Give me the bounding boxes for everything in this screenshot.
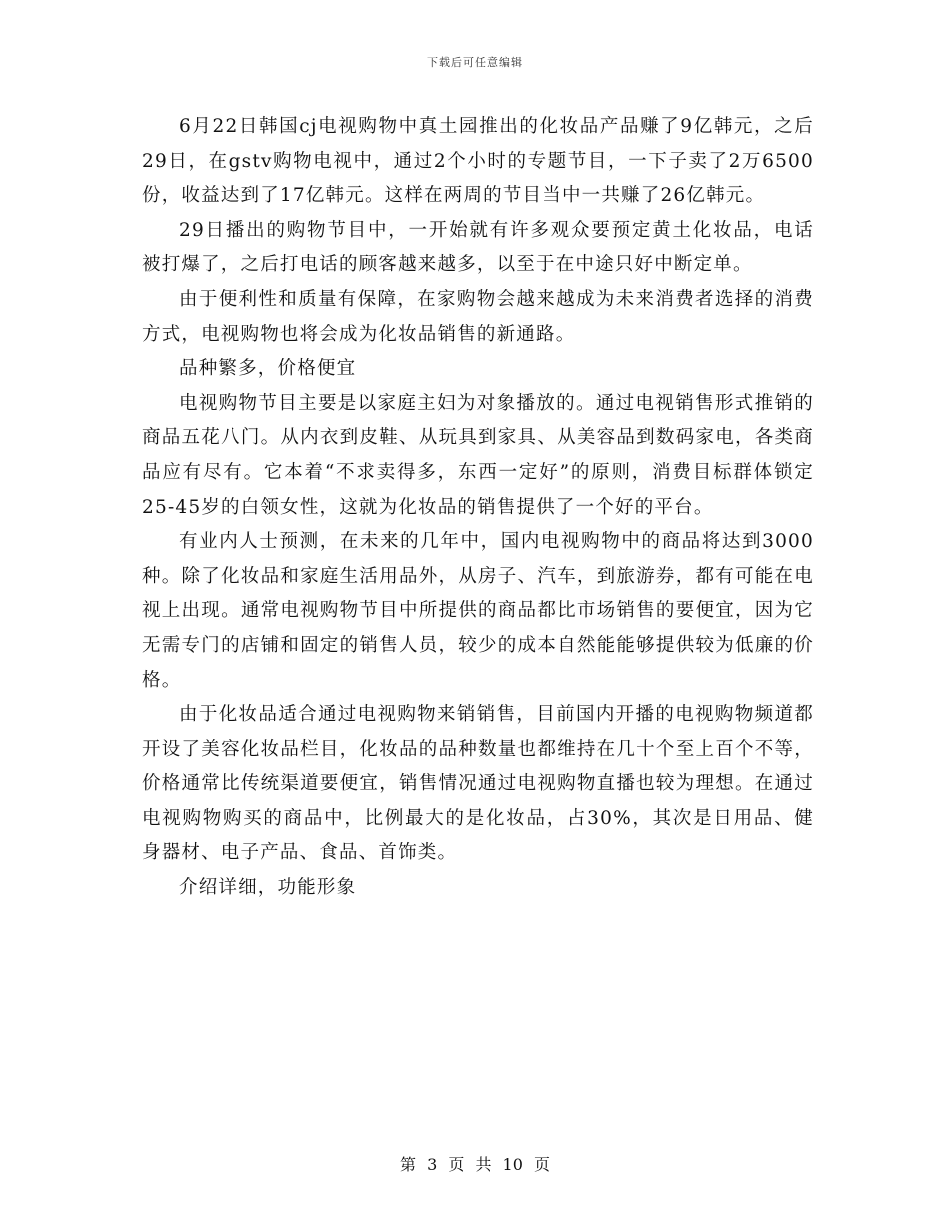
paragraph-5: 有业内人士预测，在未来的几年中，国内电视购物中的商品将达到3000种。除了化妆品和家庭生活用品外，从房子、汽车，到旅游券，都有可能在电视上出现。通常电视购物节目中所提供的商品都比市场销售的要便宜，因为它无需专门的店铺和固定的销售人员，较少的成本自然能能够提供较为低廉的价格。 [142,531,814,691]
page-header: 下载后可任意编辑 [427,56,523,69]
page-number-footer: 第 3 页 共 10 页 [400,1155,550,1174]
section-heading-detail-function: 介绍详细，功能形象 [179,877,357,899]
paragraph-6: 由于化妆品适合通过电视购物来销销售，目前国内开播的电视购物频道都开设了美容化妆品栏目，化妆品的品种数量也都维持在几十个至上百个不等，价格通常比传统渠道要便宜，销售情况通过电视购物直播也较为理想。在通过电视购物购买的商品中，比例最大的是化妆品，占30%，其次是日用品、健身器材、电子产品、食品、首饰类。 [142,704,814,864]
paragraph-1: 6月22日韩国cj电视购物中真土园推出的化妆品产品赚了9亿韩元，之后29日，在gstv购物电视中，通过2个小时的专题节目，一下子卖了2万6500份，收益达到了17亿韩元。这样在两周的节目当中一共赚了26亿韩元。 [142,116,814,207]
paragraph-4: 电视购物节目主要是以家庭主妇为对象播放的。通过电视销售形式推销的商品五花八门。从内衣到皮鞋、从玩具到家具、从美容品到数码家电，各类商品应有尽有。它本着“不求卖得多，东西一定好”的原则，消费目标群体锁定25-45岁的白领女性，这就为化妆品的销售提供了一个好的平台。 [142,392,814,518]
document-body [142,110,814,906]
paragraph-3: 由于便利性和质量有保障，在家购物会越来越成为未来消费者选择的消费方式，电视购物也将会成为化妆品销售的新通路。 [142,288,814,345]
paragraph-2: 29日播出的购物节目中，一开始就有许多观众要预定黄土化妆品，电话被打爆了，之后打电话的顾客越来越多，以至于在中途只好中断定单。 [142,219,814,276]
section-heading-variety-price: 品种繁多，价格便宜 [179,358,357,380]
